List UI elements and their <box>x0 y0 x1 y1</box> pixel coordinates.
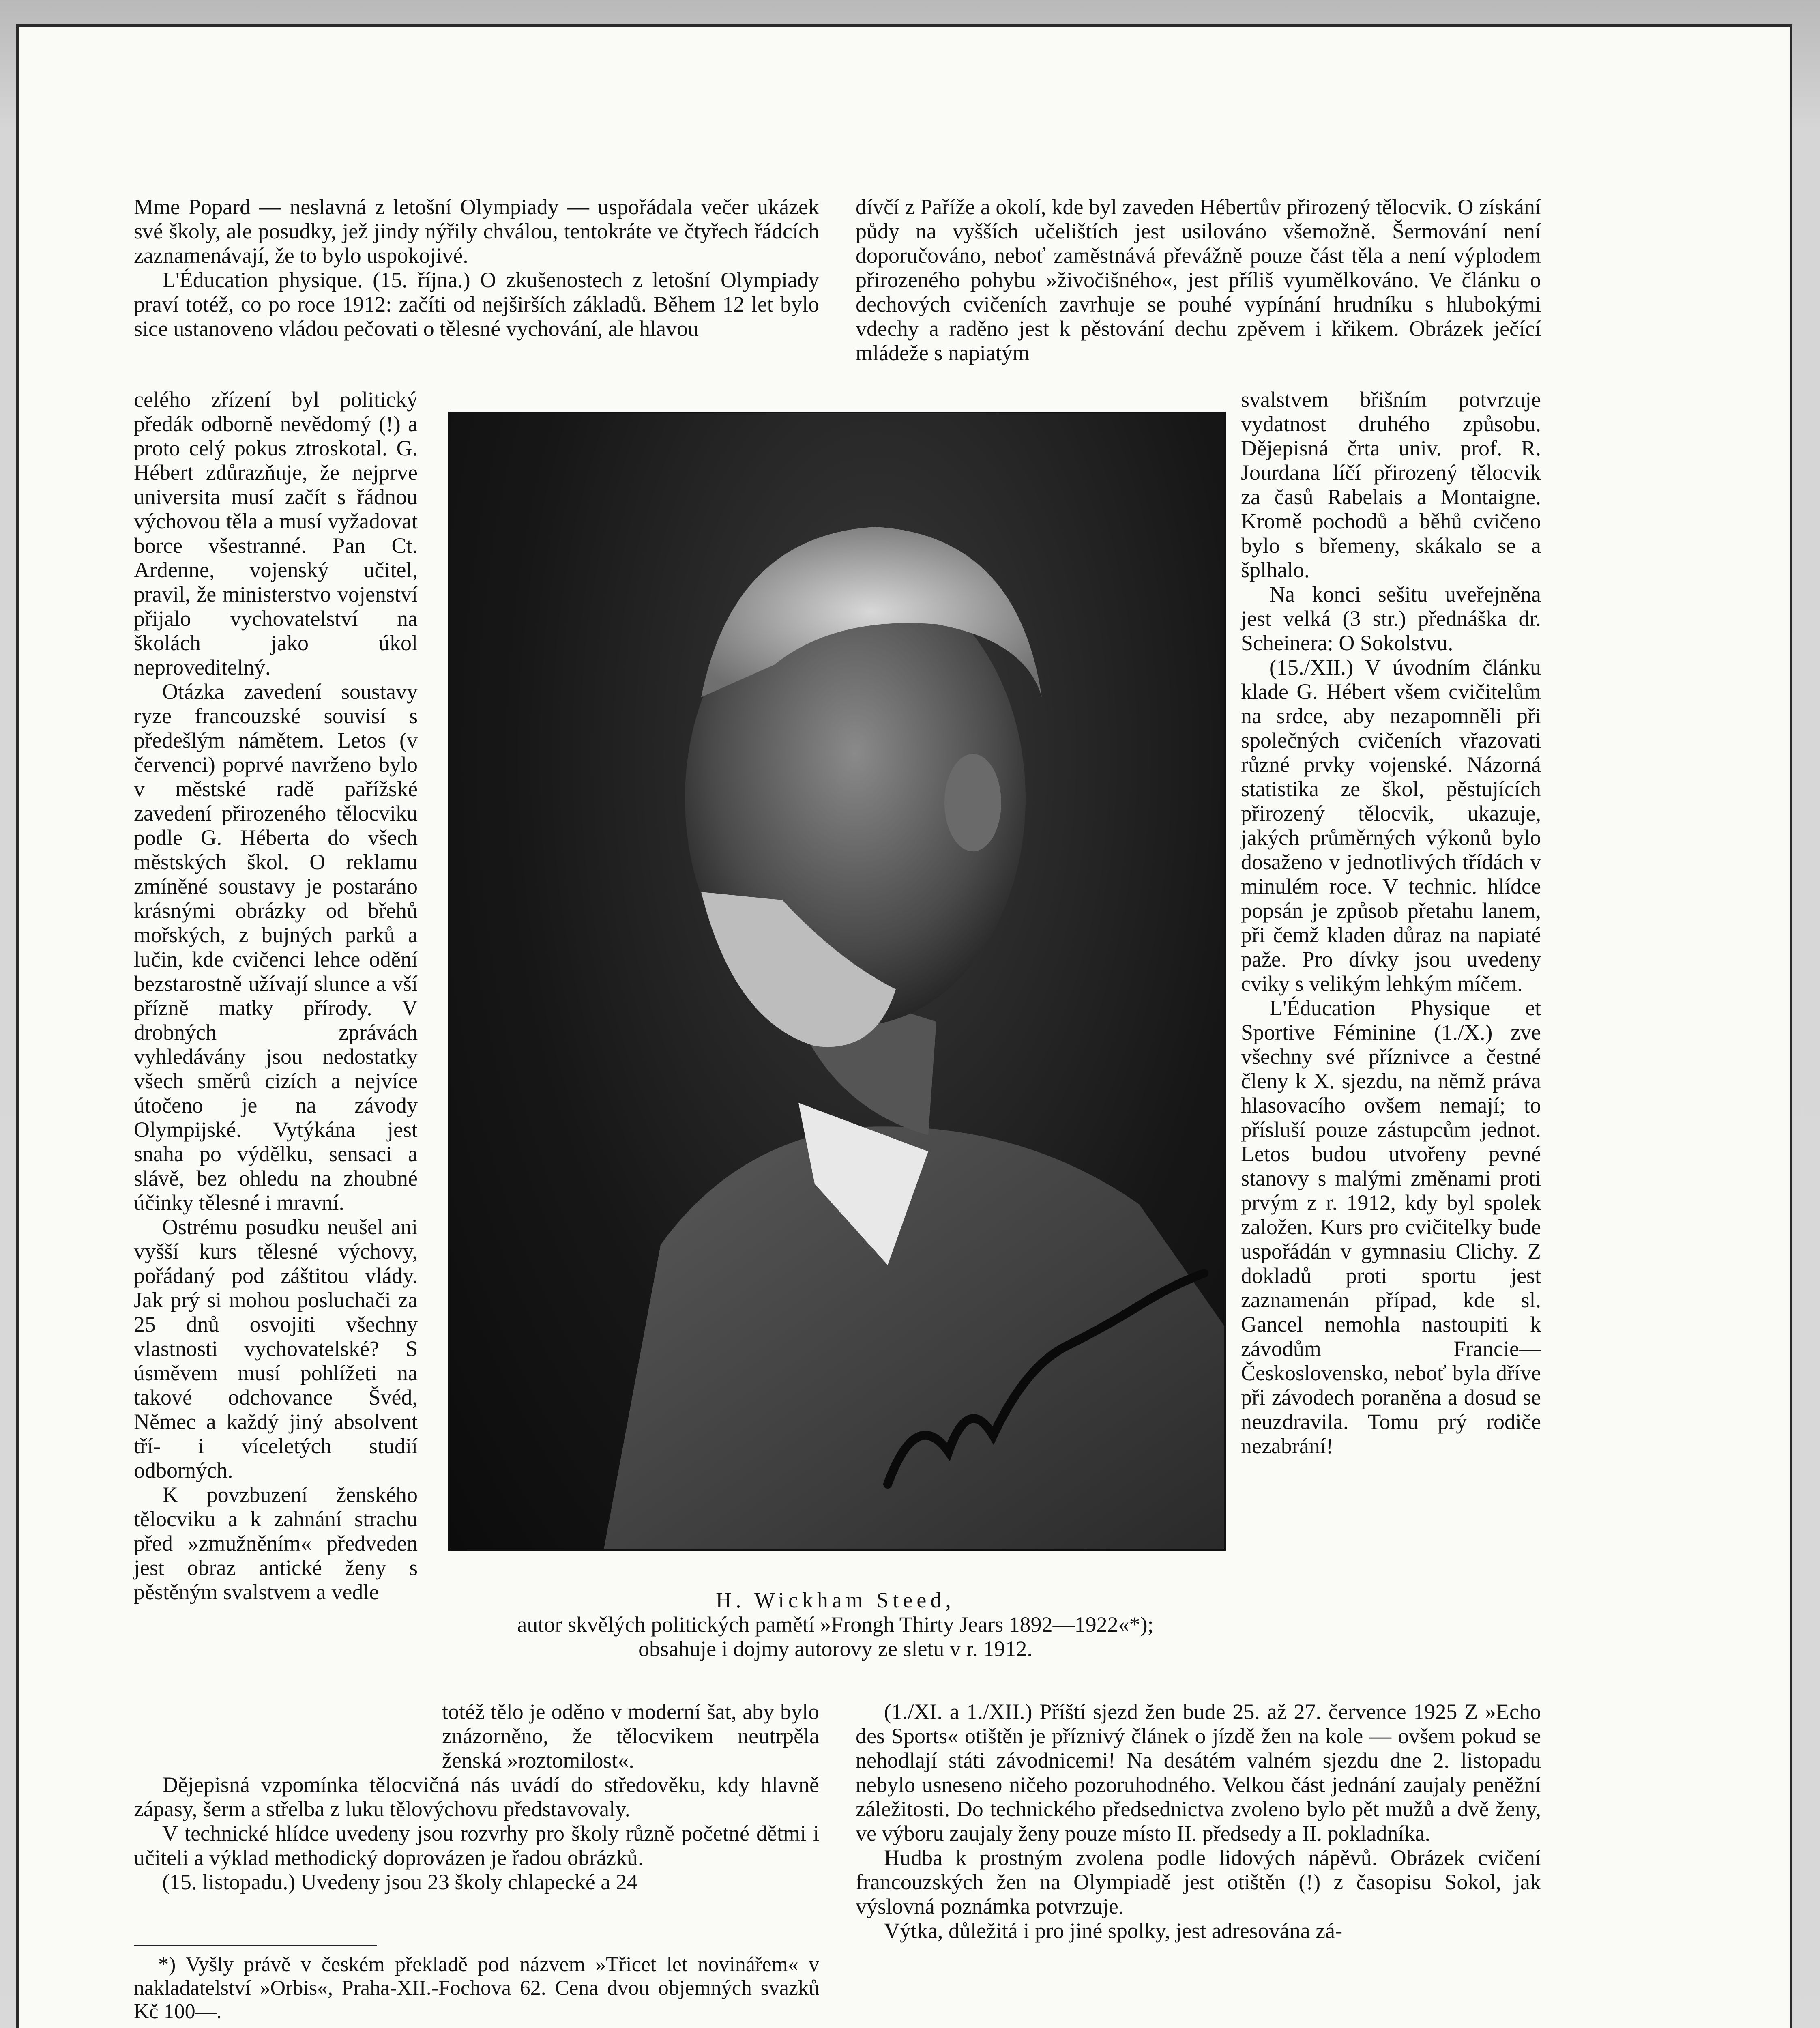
left-column-top <box>134 195 819 341</box>
paragraph: Ostrému posudku neušel ani vyšší kurs tělesné výchovy, pořádaný pod záštitou vlády. Jak prý si mohou posluchači za 25 dnů osvojiti všechny vlastnosti vychovatelské? S úsměvem musí pohlížeti na takové odchovance Švéd, Němec a každý jiný absolvent tří- i víceletých studií odborných. <box>134 1215 418 1482</box>
paragraph: L'Éducation physique. (15. října.) O zkušenostech z letošní Olympiady praví totéž, co po roce 1912: začíti od nejširších základů. Během 12 let bylo sice ustanoveno vládou pečovati o tělesné vychování, ale hlavou <box>134 268 819 341</box>
right-column-bottom <box>856 1699 1541 1943</box>
paragraph: Dějepisná vzpomínka tělocvičná nás uvádí do středověku, kdy hlavně zápasy, šerm a střelba z luku tělovýchovu představovaly. <box>134 1772 819 1821</box>
portrait-illustration <box>450 413 1224 1549</box>
paragraph: (15./XII.) V úvodním článku klade G. Hébert všem cvičitelům na srdce, aby nezapomněli při společných cvičeních vřazovati různé prvky vojenské. Názorná statistika ze škol, pěstujících přirozený tělocvik, ukazuje, jakých průměrných výkonů bylo dosaženo v jednotlivých třídách v minulém roce. V technic. hlídce popsán je způsob přetahu lanem, při čemž kladen důraz na napiaté paže. Pro dívky jsou uvedeny cviky s velikým lehkým míčem. <box>1241 655 1541 996</box>
paragraph: (1./XI. a 1./XII.) Příští sjezd žen bude 25. až 27. července 1925 Z »Echo des Sports« otištěn je příznivý článek o jízdě žen na kole — ovšem pokud se nehodlají státi závodnicemi! Na desátém valném sjezdu dne 2. listopadu nebylo usneseno ničeho pozoruhodného. Velkou část jednání zaujaly peněžní záležitosti. Do technického předsednictva zvoleno bylo pět mužů a dvě ženy, ve výboru zaujaly ženy pouze místo II. předsedy a II. pokladníka. <box>856 1699 1541 1845</box>
footnote: *) Vyšly právě v českém překladě pod názvem »Třicet let novinářem« v nakladatelství »Orbis«, Praha-XII.-Fochova 62. Cena dvou objemných svazků Kč 100—. <box>134 1953 819 2023</box>
right-column-narrow <box>1241 387 1541 1458</box>
paragraph: dívčí z Paříže a okolí, kde byl zaveden Hébertův přirozený tělocvik. O získání půdy na vyšších učelištích jest usilováno všemožně. Šermování není doporučováno, neboť zaměstnává převážně pouze část těla a není výplodem přirozeného pohybu »živočišného«, jest příliš vyumělkováno. Ve článku o dechových cvičeních zavrhuje se pouhé vypínání hrudníku s hlubokými vdechy a raděno jest k pěstování dechu zpěvem i křikem. Obrázek ječící mládeže s napiatým <box>856 195 1541 365</box>
caption-line: obsahuje i dojmy autorovy ze sletu v r. 1912. <box>638 1637 1032 1661</box>
left-column-bottom <box>134 1699 819 1894</box>
caption-line: autor skvělých politických pamětí »Frongh Thirty Jears 1892—1922«*); <box>517 1612 1154 1637</box>
photo-caption <box>438 1588 1233 1661</box>
paragraph: (15. listopadu.) Uvedeny jsou 23 školy chlapecké a 24 <box>162 1870 638 1894</box>
paragraph: V technické hlídce uvedeny jsou rozvrhy pro školy různě početné dětmi i učiteli a výklad methodický doprovázen je řadou obrázků. <box>134 1821 819 1870</box>
left-column-narrow <box>134 387 418 1604</box>
right-column-top <box>856 195 1541 365</box>
paragraph: Otázka zavedení soustavy ryze francouzské souvisí s předešlým námětem. Letos (v červenci) poprvé navrženo bylo v městské radě pařížské zavedení přirozeného tělocviku podle G. Héberta do všech městských škol. O reklamu zmíněné soustavy je postaráno krásnými obrázky od břehů mořských, z bujných parků a lučin, kde cvičenci lehce odění bezstarostně užívají slunce a vší přízně matky přírody. V drobných zprávách vyhledávány jsou nedostatky všech směrů cizích a nejvíce útočeno je na závody Olympijské. Vytýkána jest snaha po výdělku, sensaci a slávě, bez ohledu na zhoubné účinky tělesné i mravní. <box>134 679 418 1215</box>
portrait-photo <box>448 412 1226 1551</box>
paragraph: Výtka, důležitá i pro jiné spolky, jest adresována zá- <box>884 1918 1343 1943</box>
caption-name: H. Wickham Steed, <box>716 1588 955 1612</box>
paragraph: L'Éducation Physique et Sportive Féminine (1./X.) zve všechny své příznivce a čestné členy k X. sjezdu, na němž práva hlasovacího ovšem nemají; to přísluší pouze zástupcům jednot. Letos budou utvořeny pevné stanovy s malými změnami proti prvým z r. 1912, kdy byl spolek založen. Kurs pro cvičitelky bude uspořádán v gymnasiu Clichy. Z dokladů proti sportu jest zaznamenán případ, kde sl. Gancel nemohla nastoupiti k závodům Francie—Československo, neboť byla dříve při závodech poraněna a dosud se neuzdravila. Tomu prý rodiče nezabrání! <box>1241 996 1541 1458</box>
paragraph: Na konci sešitu uveřejněna jest velká (3 str.) přednáška dr. Scheinera: O Sokolstvu. <box>1241 582 1541 655</box>
footnote-rule <box>134 1945 377 1946</box>
paragraph: Mme Popard — neslavná z letošní Olympiady — uspořádala večer ukázek své školy, ale posudky, jež jindy nýřily chválou, tentokráte ve čtyřech řádcích zaznamenávají, že to bylo uspokojivé. <box>134 195 819 268</box>
paragraph: totéž tělo je oděno v moderní šat, aby bylo znázorněno, že tělocvikem neutrpěla ženská »roztomilost«. <box>442 1699 819 1772</box>
paragraph: celého zřízení byl politický předák odborně nevědomý (!) a proto celý pokus ztroskotal. G. Hébert zdůrazňuje, že nejprve universita musí začít s řádnou výchovou těla a musí vyžadovat borce všestranné. Pan Ct. Ardenne, vojenský učitel, pravil, že ministerstvo vojenství přijalo vychovatelství na školách jako úkol neproveditelný. <box>134 387 418 679</box>
paragraph: K povzbuzení ženského tělocviku a k zahnání strachu před »zmužněním« předveden jest obraz antické ženy s pěstěným svalstvem a vedle <box>134 1482 418 1604</box>
paragraph: svalstvem břišním potvrzuje vydatnost druhého způsobu. Dějepisná črta univ. prof. R. Jourdana líčí přirozený tělocvik za časů Rabelais a Montaigne. Kromě pochodů a běhů cvičeno bylo s břemeny, skákalo se a šplhalo. <box>1241 387 1541 582</box>
paragraph: Hudba k prostným zvolena podle lidových nápěvů. Obrázek cvičení francouzských žen na Olympiadě jest otištěn (!) z časopisu Sokol, jak výslovná poznámka potvrzuje. <box>856 1845 1541 1918</box>
